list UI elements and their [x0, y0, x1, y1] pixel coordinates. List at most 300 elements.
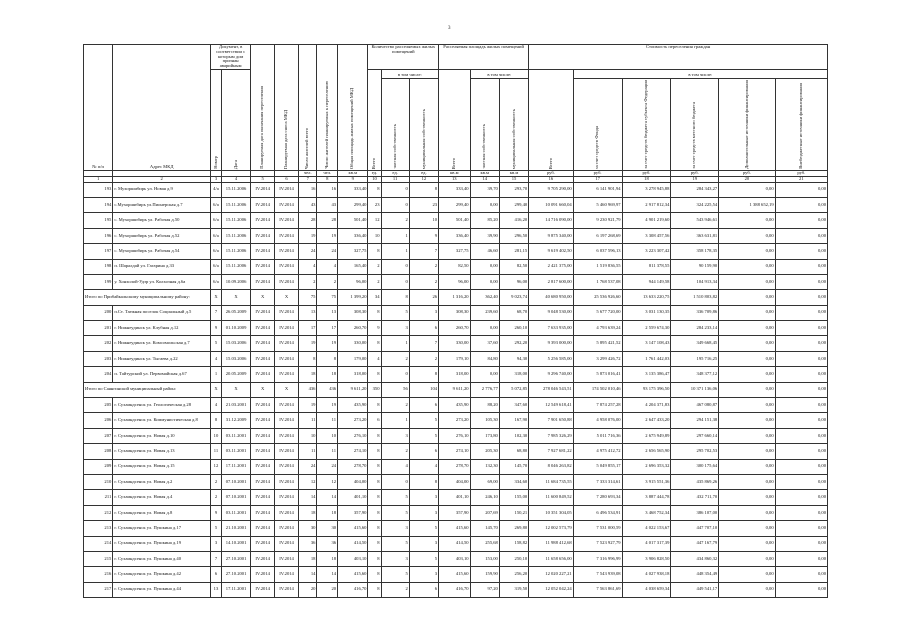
address-cell: г. Нижнеудинск ул. Комсомольская д.7 [113, 336, 211, 351]
table-cell: 5 460 969,97 [573, 197, 622, 212]
row-number-cell: 214 [84, 536, 113, 551]
table-cell: IV.2014 [275, 536, 299, 551]
table-cell: 415,60 [439, 567, 470, 582]
table-cell: 3 [409, 490, 438, 505]
table-cell: 1 [211, 367, 222, 382]
table-cell: 4 [381, 459, 409, 474]
address-cell: с. Мухоршибирь ул. Рабочая д.52 [113, 228, 211, 243]
unit-cell: ед. [409, 170, 438, 176]
row-number-cell: 213 [84, 521, 113, 536]
table-cell: 284 343,27 [671, 182, 719, 197]
table-cell: 8 [368, 444, 381, 459]
table-cell: 7 901 650,88 [529, 413, 574, 428]
table-cell: 9 [368, 321, 381, 336]
table-cell: 0,00 [470, 259, 499, 274]
table-cell: 9 230 921,79 [573, 213, 622, 228]
table-cell: 6 496 534,91 [573, 505, 622, 520]
table-cell: 4/а [211, 182, 222, 197]
table-cell: IV.2014 [251, 428, 275, 443]
table-cell: 3 [381, 521, 409, 536]
table-cell: 145,70 [470, 521, 499, 536]
table-cell: 01.10.2009 [221, 321, 250, 336]
row-number-cell: 203 [84, 351, 113, 366]
table-cell: 0,00 [775, 413, 827, 428]
table-cell: 6 [368, 413, 381, 428]
table-cell: 56 [381, 382, 409, 397]
table-cell: 30 [317, 521, 338, 536]
table-cell: 3 299 426,72 [573, 351, 622, 366]
table-cell: 2 [211, 474, 222, 489]
table-cell: 12 002 573,79 [529, 521, 574, 536]
table-cell: 8 [368, 536, 381, 551]
table-cell: IV.2014 [275, 305, 299, 320]
table-row [84, 336, 828, 351]
table-cell: 296,50 [499, 228, 528, 243]
table-cell: 358 178,35 [671, 244, 719, 259]
table-cell: 3 [211, 536, 222, 551]
resettlement-table [83, 44, 828, 598]
table-cell: 2 [368, 274, 381, 289]
table-cell: 15.11.2006 [221, 213, 250, 228]
table-cell: 292,20 [499, 336, 528, 351]
col-area-municipal-header: муниципальная собственность [499, 79, 528, 171]
table-cell: 6/а [211, 244, 222, 259]
table-cell: 276,10 [338, 428, 368, 443]
table-cell: 349 668,45 [671, 336, 719, 351]
table-cell: 3 [381, 321, 409, 336]
unit-cell: руб. [775, 170, 827, 176]
table-cell: 145,70 [499, 459, 528, 474]
table-cell: 436 [299, 382, 317, 397]
table-cell: 0,00 [719, 490, 775, 505]
table-cell: IV.2014 [275, 351, 299, 366]
table-cell: 7 333 314,61 [573, 474, 622, 489]
row-number-cell: 194 [84, 197, 113, 212]
unit-cell: кв.м [338, 170, 368, 176]
table-cell: 3 147 108,43 [622, 336, 671, 351]
table-cell: 30 [299, 521, 317, 536]
table-cell: IV.2014 [251, 505, 275, 520]
table-cell: 10 [409, 213, 438, 228]
table-cell: 260,70 [439, 321, 470, 336]
table-cell: 11 988 412,68 [529, 536, 574, 551]
table-cell: 5 [381, 490, 409, 505]
column-number-cell: 1 [84, 176, 113, 182]
column-number-cell: 11 [381, 176, 409, 182]
table-cell: IV.2014 [251, 582, 275, 597]
table-cell: 9 611,20 [439, 382, 470, 397]
table-cell: 17 [299, 321, 317, 336]
table-cell: 8 [368, 551, 381, 566]
table-cell: 8 046 263,82 [529, 459, 574, 474]
table-cell: 274,10 [439, 444, 470, 459]
table-cell: 10 [211, 428, 222, 443]
col-area-private-header: частная собственность [470, 79, 499, 171]
table-cell: 0 [381, 259, 409, 274]
row-number-cell: 211 [84, 490, 113, 505]
table-cell: 9 023,74 [499, 290, 528, 305]
table-cell: 6 [409, 398, 438, 413]
table-cell: 278,70 [439, 459, 470, 474]
table-cell: 435,90 [439, 398, 470, 413]
table-cell: 36 [299, 536, 317, 551]
subtotal-row [84, 382, 828, 397]
table-cell: X [251, 382, 275, 397]
table-cell: 319,50 [499, 582, 528, 597]
table-cell: 11 [299, 444, 317, 459]
column-number-cell: 20 [719, 176, 775, 182]
table-cell: 0,00 [719, 182, 775, 197]
address-cell: г. Сухаиндсенск ул. Новая д.10 [113, 428, 211, 443]
table-cell: 274,10 [338, 444, 368, 459]
table-cell: X [221, 290, 250, 305]
col-cost-total-header: Всего [529, 70, 574, 171]
table-cell: 284 233,14 [671, 321, 719, 336]
table-cell: 3 135 386,47 [622, 367, 671, 382]
column-number-cell: 5 [251, 176, 275, 182]
table-cell: 24 [299, 244, 317, 259]
table-cell: 3 468 752,34 [622, 505, 671, 520]
table-cell: 8 [381, 290, 409, 305]
table-cell: 8 [409, 474, 438, 489]
table-cell: 299,40 [338, 197, 368, 212]
table-cell: 2 [381, 444, 409, 459]
subtotal-row [84, 290, 828, 305]
table-cell: 18 [299, 505, 317, 520]
table-cell: 435,90 [338, 398, 368, 413]
table-cell: 28 [317, 213, 338, 228]
row-number-cell: 212 [84, 505, 113, 520]
table-cell: 3 031 130,35 [622, 305, 671, 320]
table-cell: IV.2014 [275, 413, 299, 428]
table-cell: 2 [409, 259, 438, 274]
table-cell: 7 [211, 305, 222, 320]
column-number-cell: 21 [775, 176, 827, 182]
table-cell: 19 [317, 398, 338, 413]
table-cell: 14 716 090,00 [529, 213, 574, 228]
table-cell: 07.10.2001 [221, 474, 250, 489]
table-cell: IV.2014 [251, 259, 275, 274]
table-cell: 0,00 [775, 490, 827, 505]
table-cell: 0,00 [470, 197, 499, 212]
row-number-cell: 193 [84, 182, 113, 197]
row-number-cell: 210 [84, 474, 113, 489]
table-cell: 0,00 [775, 551, 827, 566]
col-residents-plan-header: Число жителей планируемых к переселению [317, 45, 338, 171]
col-rooms-total-header: Всего [368, 70, 381, 171]
col-cost-other-header: Внебюджетные источники финансирования [775, 79, 827, 171]
table-cell: 447 167,79 [671, 536, 719, 551]
table-cell: 5 873 016,41 [573, 367, 622, 382]
table-cell: 333,40 [439, 182, 470, 197]
table-cell: 173,80 [470, 428, 499, 443]
table-cell: 300 175,64 [671, 459, 719, 474]
table-row [84, 305, 828, 320]
table-cell: 03.11.2001 [221, 505, 250, 520]
table-cell: 15.11.2006 [221, 197, 250, 212]
table-cell: 0,00 [775, 351, 827, 366]
table-cell: 4 [211, 351, 222, 366]
address-cell: г. Сухаиндсенск ул. Пушкина д.42 [113, 567, 211, 582]
table-cell: 11 600 849,52 [529, 490, 574, 505]
table-cell: 4 027 938,18 [622, 567, 671, 582]
row-number-cell: 216 [84, 567, 113, 582]
table-cell: 6 [409, 444, 438, 459]
group-area-header: Расселяемая площадь жилых помещений [439, 45, 529, 70]
table-cell: 14 [299, 490, 317, 505]
unit-cell: кв.м [470, 170, 499, 176]
table-cell: IV.2014 [275, 274, 299, 289]
column-number-cell: 15 [499, 176, 528, 182]
table-cell: 330,00 [338, 336, 368, 351]
table-cell: 8 [299, 351, 317, 366]
table-cell: 23 [368, 197, 381, 212]
resettlement-table-sheet [83, 44, 828, 634]
table-cell: IV.2014 [275, 505, 299, 520]
col-cost-region-header: за счет средств бюджета субъекта Федерации [622, 79, 671, 171]
table-cell: 415,60 [338, 567, 368, 582]
table-row [84, 474, 828, 489]
page-number: 3 [448, 26, 451, 31]
table-cell: 0 [381, 197, 409, 212]
table-cell: 39,70 [470, 182, 499, 197]
table-cell: 19 [299, 228, 317, 243]
table-cell: 404,00 [338, 474, 368, 489]
table-cell: 0,00 [719, 228, 775, 243]
column-number-cell: 3 [211, 176, 222, 182]
row-number-cell: 198 [84, 259, 113, 274]
table-cell: 414,50 [338, 536, 368, 551]
table-cell: 68,70 [499, 305, 528, 320]
column-number-cell: 18 [622, 176, 671, 182]
table-cell: 273,20 [439, 413, 470, 428]
table-cell: 0,00 [775, 428, 827, 443]
table-cell: 8 [409, 182, 438, 197]
table-cell: 3 [409, 567, 438, 582]
table-cell: 2 [409, 351, 438, 366]
table-cell: 414,50 [439, 536, 470, 551]
table-cell: 4 958 076,00 [573, 413, 622, 428]
table-cell: 246,10 [470, 490, 499, 505]
table-cell: 0,00 [775, 321, 827, 336]
table-cell: 96,00 [499, 274, 528, 289]
table-cell: IV.2014 [251, 413, 275, 428]
table-cell: 18 [299, 367, 317, 382]
table-cell: 447 707,10 [671, 521, 719, 536]
table-cell: 14 [299, 567, 317, 582]
unit-cell: чел. [299, 170, 317, 176]
table-cell: 3 308 457,56 [622, 228, 671, 243]
address-cell: с. Мухоршибирь ул. Рабочая д.50 [113, 213, 211, 228]
table-cell: 2 [299, 274, 317, 289]
table-cell: 9 875 340,00 [529, 228, 574, 243]
table-cell: 4 [299, 259, 317, 274]
table-cell: IV.2014 [275, 551, 299, 566]
table-cell: 28 [299, 213, 317, 228]
table-body [84, 182, 828, 598]
table-cell: 4 017 317,39 [622, 536, 671, 551]
table-cell: 03.11.2001 [221, 444, 250, 459]
table-cell: IV.2014 [251, 551, 275, 566]
table-cell: 16 [317, 182, 338, 197]
address-cell: г. Сухаиндсенск ул. Новая д.13 [113, 444, 211, 459]
table-cell: 31.12.2009 [221, 413, 250, 428]
table-cell: 5 [409, 551, 438, 566]
row-number-cell: 199 [84, 274, 113, 289]
table-cell: 6/а [211, 274, 222, 289]
column-number-cell: 13 [439, 176, 470, 182]
table-row [84, 398, 828, 413]
rooms-including-header: в том числе: [381, 70, 439, 79]
table-cell: 293,70 [499, 182, 528, 197]
table-cell: 34 [368, 290, 381, 305]
table-cell: 07.10.2001 [221, 490, 250, 505]
table-cell: 299,40 [499, 197, 528, 212]
table-cell: 5 [211, 521, 222, 536]
table-cell: 2 [368, 259, 381, 274]
table-row [84, 444, 828, 459]
unit-cell: руб. [671, 170, 719, 176]
table-cell: 12 [211, 459, 222, 474]
table-cell: 1 [381, 228, 409, 243]
table-cell: 6 [409, 582, 438, 597]
table-cell: 416,70 [439, 582, 470, 597]
column-number-cell: 10 [368, 176, 381, 182]
table-cell: IV.2014 [251, 228, 275, 243]
table-cell: 501,40 [338, 213, 368, 228]
table-cell: 104 913,34 [671, 274, 719, 289]
table-cell: 0,00 [775, 274, 827, 289]
table-cell: 39,90 [470, 228, 499, 243]
table-cell: 12 [317, 474, 338, 489]
table-cell: 2 [381, 398, 409, 413]
table-cell: 10 [317, 428, 338, 443]
table-cell: 10 [299, 428, 317, 443]
table-cell: 0,00 [719, 567, 775, 582]
table-cell: 350 [368, 382, 381, 397]
table-cell: 308,30 [338, 305, 368, 320]
table-cell: 0,00 [719, 244, 775, 259]
table-cell: IV.2014 [275, 197, 299, 212]
table-cell: 404,00 [439, 474, 470, 489]
table-cell: IV.2014 [251, 182, 275, 197]
table-cell: 7 927 681,22 [529, 444, 574, 459]
table-cell: 0,00 [719, 551, 775, 566]
column-number-cell: 17 [573, 176, 622, 182]
table-cell: 158,82 [499, 536, 528, 551]
table-cell: 4 [368, 351, 381, 366]
table-cell: 386 107,00 [671, 505, 719, 520]
table-cell: 20.05.2009 [221, 367, 250, 382]
table-cell: 155,00 [499, 490, 528, 505]
table-cell: 179,00 [338, 351, 368, 366]
table-row [84, 213, 828, 228]
table-cell: 0,00 [470, 367, 499, 382]
table-cell: 8 [368, 336, 381, 351]
table-cell: 416,70 [338, 582, 368, 597]
table-cell: 82,50 [499, 259, 528, 274]
table-cell: 0,00 [775, 459, 827, 474]
table-cell: 11 [317, 413, 338, 428]
address-cell: г. Сухаиндсенск ул. Пушкина д.19 [113, 536, 211, 551]
table-cell: 401,10 [338, 490, 368, 505]
table-cell: 5 072,85 [499, 382, 528, 397]
table-cell: 0,00 [775, 228, 827, 243]
table-cell: 1 316,20 [439, 290, 470, 305]
table-cell: 3 [381, 428, 409, 443]
table-cell: 0,00 [775, 521, 827, 536]
table-cell: 9 [211, 505, 222, 520]
table-cell: IV.2014 [275, 567, 299, 582]
table-cell: IV.2014 [251, 367, 275, 382]
row-number-cell: 207 [84, 428, 113, 443]
table-cell: 401,10 [439, 490, 470, 505]
table-cell: IV.2014 [251, 459, 275, 474]
table-cell: 8 [368, 582, 381, 597]
table-cell: 6 141 901,94 [573, 182, 622, 197]
table-cell: 205,30 [470, 444, 499, 459]
table-cell: 9 705 290,00 [529, 182, 574, 197]
table-cell: 299,40 [439, 197, 470, 212]
table-cell: 324 225,54 [671, 197, 719, 212]
table-cell: IV.2014 [251, 321, 275, 336]
table-cell: 12 [299, 474, 317, 489]
table-cell: 0,00 [775, 213, 827, 228]
table-cell: 260,10 [499, 321, 528, 336]
table-cell: 2 675 949,89 [622, 428, 671, 443]
address-cell: п.Ст. Таежная поселок Социальный д.5 [113, 305, 211, 320]
table-cell: 13 633 220,75 [622, 290, 671, 305]
table-cell: 4 [409, 459, 438, 474]
table-cell: 2 [381, 351, 409, 366]
table-cell: 97,20 [470, 582, 499, 597]
table-cell: 15.03.2006 [221, 336, 250, 351]
table-cell: 15.11.2006 [221, 182, 250, 197]
table-cell: 18 [317, 551, 338, 566]
table-cell: 0,00 [775, 567, 827, 582]
table-cell: 5 011 716,36 [573, 428, 622, 443]
col-plan-demolish-header: Планируемая дата сноса МКД [275, 45, 299, 171]
table-cell: 26 [409, 290, 438, 305]
table-row [84, 521, 828, 536]
table-cell: 347,60 [499, 398, 528, 413]
table-cell: 4 901 219,60 [622, 213, 671, 228]
unit-cell: руб. [573, 170, 622, 176]
address-cell: п. Тайтурский ул. Первомайская д.67 [113, 367, 211, 382]
table-cell: 362,40 [470, 290, 499, 305]
table-cell: 0,00 [775, 290, 827, 305]
cost-including-header: в том числе: [573, 70, 827, 79]
col-cost-extra-header: Дополнительные источники финансирования [719, 79, 775, 171]
table-cell: 0 [381, 182, 409, 197]
col-doc-num-header: Номер [211, 70, 222, 171]
table-cell: 334,60 [499, 474, 528, 489]
row-number-cell: 201 [84, 321, 113, 336]
table-cell: 159,90 [470, 567, 499, 582]
table-cell: 363 631,81 [671, 228, 719, 243]
column-number-cell: 4 [221, 176, 250, 182]
table-cell: 96,00 [338, 274, 368, 289]
table-cell: 12 052 042,24 [529, 582, 574, 597]
table-cell: 327,75 [439, 244, 470, 259]
table-cell: IV.2014 [251, 213, 275, 228]
table-cell: 0,00 [719, 351, 775, 366]
table-cell: 7 316 996,99 [573, 551, 622, 566]
table-cell: 0,00 [719, 459, 775, 474]
table-cell: 10 091 660,04 [529, 197, 574, 212]
table-cell: 132,30 [470, 459, 499, 474]
table-cell: 94,30 [499, 351, 528, 366]
